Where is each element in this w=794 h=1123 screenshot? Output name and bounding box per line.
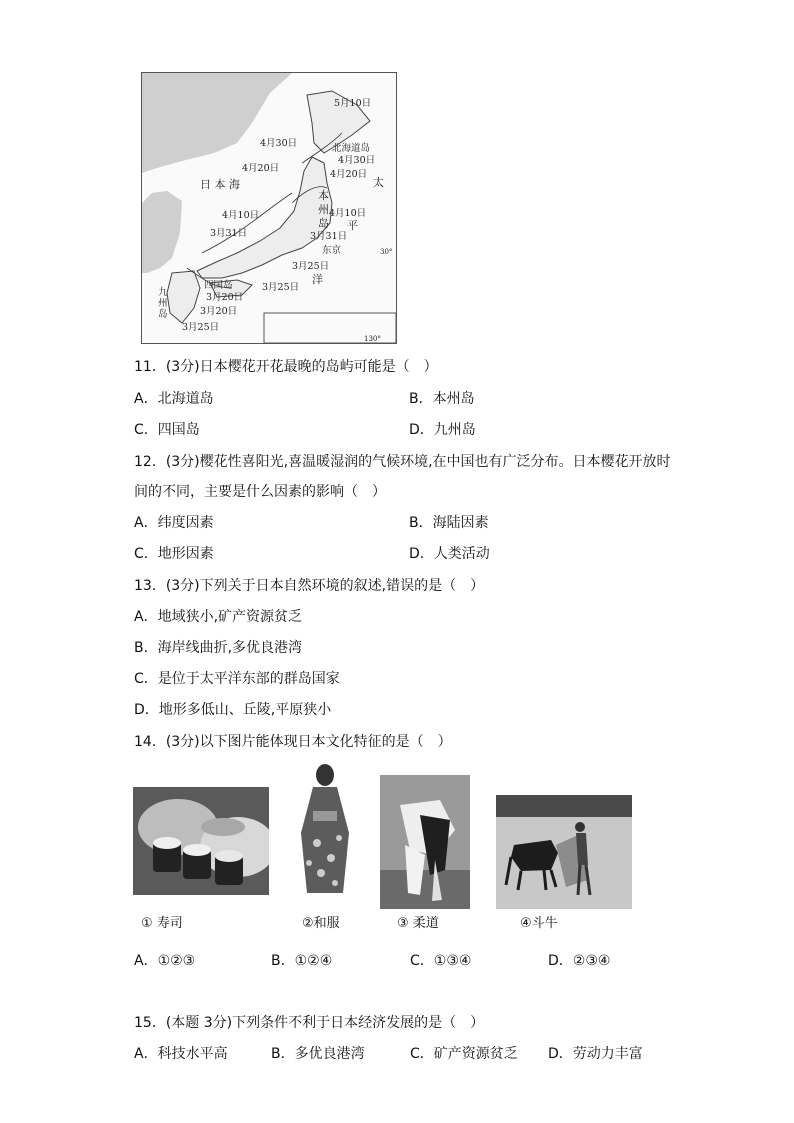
map-label-mar20-a: 3月20日 xyxy=(206,292,244,303)
map-label-mar25-bottom: 3月25日 xyxy=(182,322,220,333)
question-11-option-c[interactable]: C．四国岛 xyxy=(134,422,200,438)
map-label-mar31-left: 3月31日 xyxy=(210,228,248,239)
map-label-hokkaido: 北海道岛 xyxy=(332,143,371,154)
question-11-option-b[interactable]: B．本州岛 xyxy=(409,391,475,407)
question-15-stem: 15．(本题 3分)下列条件不利于日本经济发展的是（ ） xyxy=(134,1015,485,1031)
kimono-image xyxy=(291,763,359,897)
kyushu-island xyxy=(167,271,200,323)
map-label-kyushu-dao: 岛 xyxy=(158,309,168,320)
korea-peninsula xyxy=(142,191,182,273)
question-14-option-d[interactable]: D．②③④ xyxy=(548,953,611,969)
question-11-stem: 11．(3分)日本樱花开花最晚的岛屿可能是（ ） xyxy=(134,359,438,375)
map-label-apr30-right: 4月30日 xyxy=(338,155,376,166)
question-14-option-c[interactable]: C．①③④ xyxy=(410,953,472,969)
question-13-option-d[interactable]: D．地形多低山、丘陵,平原狭小 xyxy=(134,702,332,718)
question-11-option-d[interactable]: D．九州岛 xyxy=(409,422,476,438)
question-12-option-b[interactable]: B．海陆因素 xyxy=(409,515,489,531)
map-label-mar25-mid: 3月25日 xyxy=(262,282,300,293)
bullfight-photo xyxy=(496,795,632,909)
map-label-shikoku: 四国岛 xyxy=(204,280,233,291)
question-13-option-b[interactable]: B．海岸线曲折,多优良港湾 xyxy=(134,640,303,656)
question-11-option-a[interactable]: A．北海道岛 xyxy=(134,391,214,407)
question-13-option-a[interactable]: A．地域狭小,矿产资源贫乏 xyxy=(134,609,303,625)
question-13-stem: 13．(3分)下列关于日本自然环境的叙述,错误的是（ ） xyxy=(134,578,485,594)
caption-judo: ③ 柔道 xyxy=(397,916,439,931)
map-label-mar25-right: 3月25日 xyxy=(292,261,330,272)
map-label-mar20-b: 3月20日 xyxy=(200,306,238,317)
question-15-option-b[interactable]: B．多优良港湾 xyxy=(271,1046,365,1062)
map-label-pacific-tai: 太 xyxy=(373,176,384,189)
question-14-stem: 14．(3分)以下图片能体现日本文化特征的是（ ） xyxy=(134,734,452,750)
question-12-option-a[interactable]: A．纬度因素 xyxy=(134,515,214,531)
map-label-honshu-zhou: 州 xyxy=(318,203,329,216)
question-14-option-a[interactable]: A．①②③ xyxy=(134,953,196,969)
map-label-apr20-right: 4月20日 xyxy=(330,169,368,180)
map-label-sea-of-japan: 日 本 海 xyxy=(200,178,240,191)
judo-image xyxy=(380,775,470,909)
map-label-lat30: 30° xyxy=(380,248,393,256)
map-label-honshu-ben: 本 xyxy=(318,189,329,202)
caption-bullfight: ④斗牛 xyxy=(520,916,558,931)
map-label-apr10-left: 4月10日 xyxy=(222,210,260,221)
caption-kimono: ②和服 xyxy=(302,916,340,931)
question-12-stem-line2: 间的不同，主要是什么因素的影响（ ） xyxy=(134,484,386,500)
caption-sushi: ① 寿司 xyxy=(141,916,183,931)
map-label-may10: 5月10日 xyxy=(334,98,372,109)
map-label-pacific-ping: 平 xyxy=(347,219,358,232)
asian-continent xyxy=(142,73,292,173)
question-12-option-d[interactable]: D．人类活动 xyxy=(409,546,490,562)
question-15-option-d[interactable]: D．劳动力丰富 xyxy=(548,1046,643,1062)
kimono-photo xyxy=(291,763,359,897)
map-label-apr20-left: 4月20日 xyxy=(242,163,280,174)
map-label-honshu-dao: 岛 xyxy=(318,217,329,230)
map-label-tokyo: 东京 xyxy=(322,245,342,256)
bullfight-image xyxy=(496,795,632,909)
sushi-image xyxy=(133,787,269,895)
map-label-mar31-right: 3月31日 xyxy=(310,231,348,242)
map-label-kyushu-jiu: 九 xyxy=(158,287,168,298)
map-label-lon130: 130° xyxy=(364,335,381,343)
map-label-apr30-left: 4月30日 xyxy=(260,138,298,149)
question-12-stem-line1: 12．(3分)樱花性喜阳光,喜温暖湿润的气候环境,在中国也有广泛分布。日本樱花开放时 xyxy=(134,454,671,470)
question-13-option-c[interactable]: C．是位于太平洋东部的群岛国家 xyxy=(134,671,340,687)
sushi-photo xyxy=(133,787,269,895)
map-label-pacific-yang: 洋 xyxy=(312,273,323,286)
judo-photo xyxy=(380,775,470,909)
question-15-option-a[interactable]: A．科技水平高 xyxy=(134,1046,228,1062)
map-label-apr10-right: 4月10日 xyxy=(329,208,367,219)
cherry-blossom-map xyxy=(141,72,397,344)
map-figure xyxy=(142,73,396,343)
honshu-island xyxy=(197,157,332,278)
question-14-option-b[interactable]: B．①②④ xyxy=(271,953,333,969)
map-label-kyushu-zhou: 州 xyxy=(158,298,168,309)
question-12-option-c[interactable]: C．地形因素 xyxy=(134,546,214,562)
question-15-option-c[interactable]: C．矿产资源贫乏 xyxy=(410,1046,518,1062)
